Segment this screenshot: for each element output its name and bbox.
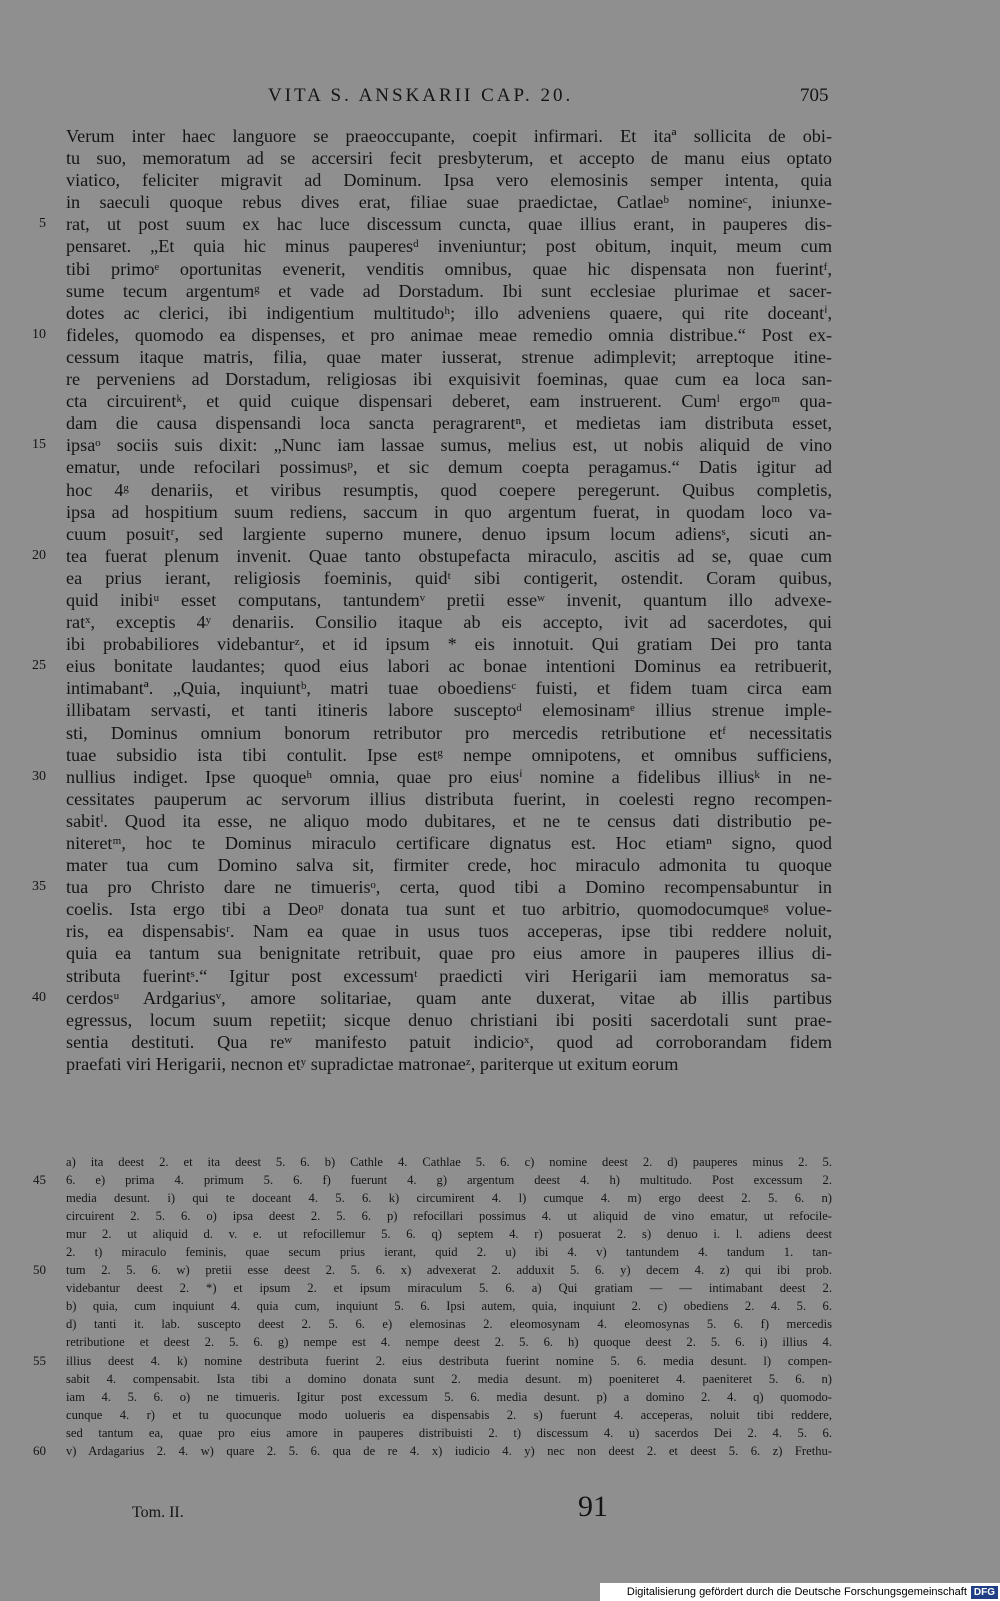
line-text: ipsa ad hospitium suum rediens, saccum in quo argentum fuerat, in quodam loco va- [66, 501, 832, 522]
line-text: in saeculi quoque rebus dives erat, filiae suae praedictae, Catlaeᵇ nomineᶜ, iniunxe- [66, 192, 832, 213]
line-number: 35 [32, 879, 46, 895]
line-text: Verum inter haec languore se praeoccupante, coepit infirmari. Et itaª sollicita de obi- [66, 126, 832, 146]
text-line [0, 169, 1000, 191]
line-text: re perveniens ad Dorstadum, religiosas ibi exquisivit foeminas, quae cum ea loca san- [66, 369, 832, 390]
digitization-credit [600, 1583, 1000, 1601]
line-number: 55 [33, 1352, 46, 1368]
text-line [0, 898, 1000, 920]
line-text: sti, Dominus omnium bonorum retributor pro mercedis retributione etᶠ necessitatis [66, 722, 832, 743]
text-line [0, 523, 1000, 545]
line-text: sume tecum argentumᵍ et vade ad Dorstadum. Ibi sunt ecclesiae plurimae et sacer- [66, 280, 832, 301]
text-line [0, 788, 1000, 810]
line-text: mater tua cum Domino salva sit, firmiter crede, hoc miraculo admonita tu quoque [66, 855, 832, 876]
text-line [0, 567, 1000, 589]
text-line [0, 125, 1000, 147]
footnote-line [0, 1370, 1000, 1388]
line-text: mur 2. ut aliquid d. v. e. ut refocillemur 5. 6. q) septem 4. r) posuerat 2. s) denuo i. l. adiens deest [66, 1227, 832, 1242]
text-line [0, 633, 1000, 655]
footnote-line [0, 1189, 1000, 1207]
line-text: ris, ea dispensabisʳ. Nam ea quae in usus tuos acceperas, ipse tibi reddere noluit, [66, 921, 832, 942]
line-text: sabitˡ. Quod ita esse, ne aliquo modo dubitares, et ne te census dati distributio pe- [66, 810, 832, 831]
line-number: 25 [32, 658, 46, 674]
main-text [0, 125, 1000, 1075]
text-line [0, 854, 1000, 876]
line-number: 45 [33, 1172, 46, 1188]
credit-text: Digitalisierung gefördert durch die Deutsche Forschungsgemeinschaft [626, 1586, 967, 1598]
line-text: cuum posuitʳ, sed largiente superno munere, denuo ipsum locum adiensˢ, sicuti an- [66, 523, 832, 544]
footnote-line [0, 1442, 1000, 1460]
running-head: VITA S. ANSKARII CAP. 20. [268, 85, 574, 106]
footnote-line [0, 1388, 1000, 1406]
text-line [0, 324, 1000, 346]
line-text: videbantur deest 2. *) et ipsum 2. et ipsum miraculum 5. 6. a) Qui gratiam — — intimabant deest 2. [66, 1281, 832, 1296]
line-text: v) Ardagarius 2. 4. w) quare 2. 5. 6. qua de re 4. x) iudicio 4. y) nec non deest 2. et deest 5. 6. z) Frethu- [66, 1443, 832, 1458]
line-text: cessum itaque matris, filia, quae mater iusserat, strenue adimplevit; arreptoque itine- [66, 346, 832, 367]
line-text: a) ita deest 2. et ita deest 5. 6. b) Cathle 4. Cathlae 5. 6. c) nomine deest 2. d) pauperes minus 2. 5. [66, 1155, 832, 1169]
text-line [0, 434, 1000, 456]
line-text: hoc 4ᵍ denariis, et viribus resumptis, quod coepere peregerunt. Quibus completis, [66, 479, 832, 500]
line-text: egressus, locum suum repetiit; sicque denuo christiani ibi positi sacerdotali sunt prae- [66, 1009, 832, 1030]
line-text: cerdosᵘ Ardgariusᵛ, amore solitariae, quam ante duxerat, vitae ab illis partibus [66, 987, 832, 1008]
text-line [0, 722, 1000, 744]
text-line [0, 942, 1000, 964]
text-line [0, 655, 1000, 677]
line-text: 6. e) prima 4. primum 5. 6. f) fuerunt 4. g) argentum deest 4. h) multitudo. Post excessum 2. [66, 1173, 832, 1188]
line-text: intimabantª. „Quia, inquiuntᵇ, matri tuae oboediensᶜ fuisti, et fidem tuam circa eam [66, 678, 832, 699]
line-text: cunque 4. r) et tu quocunque modo uolueris ea dispensabis 2. s) fuerunt 4. acceperas, noluit tibi reddere, [66, 1407, 832, 1422]
text-line [0, 832, 1000, 854]
line-text: tua pro Christo dare ne timuerisᵒ, certa, quod tibi a Domino recompensabuntur in [66, 877, 832, 898]
signature-mark: 91 [578, 1490, 608, 1523]
line-text: niteretᵐ, hoc te Dominus miraculo certificare dignatus est. Hoc etiamⁿ signo, quod [66, 833, 832, 853]
line-text: eius bonitate laudantes; quod eius labori ac bonae intentioni Dominus ea retribuerit, [66, 656, 832, 677]
line-text: circuirent 2. 5. 6. o) ipsa deest 2. 5. 6. p) refocillari possimus 4. ut aliquid de vino ematur, ut refocile- [66, 1209, 832, 1224]
line-text: sentia destituti. Qua reʷ manifesto patuit indicioˣ, quod ad corroborandam fidem [66, 1031, 832, 1052]
line-number: 30 [32, 768, 46, 784]
text-line [0, 235, 1000, 257]
footnote-line [0, 1315, 1000, 1333]
text-line [0, 589, 1000, 611]
line-text: coelis. Ista ergo tibi a Deoᵖ donata tua sunt et tuo arbitrio, quomodocumqueᵍ volue- [66, 899, 832, 920]
footnote-line [0, 1207, 1000, 1225]
line-text: tum 2. 5. 6. w) pretii esse deest 2. 5. 6. x) advexerat 2. adduxit 5. 6. y) decem 4. z) qui ibi prob. [66, 1263, 832, 1278]
text-line [0, 876, 1000, 898]
text-line [0, 147, 1000, 169]
page-number: 705 [800, 85, 829, 106]
line-text: b) quia, cum inquiunt 4. quia cum, inquiunt 5. 6. Ipsi autem, quia, inquiunt 2. c) obediens 2. 4. 5. 6. [66, 1299, 832, 1314]
line-text: media desunt. i) qui te doceant 4. 5. 6. k) circumirent 4. l) cumque 4. m) ergo deest 2. 5. 6. n) [66, 1191, 832, 1206]
line-text: quia ea tantum sua benignitate retribuit, quae pro eius amore in pauperes illius di- [66, 943, 832, 964]
line-text: ipsaᵒ sociis suis dixit: „Nunc iam lassae sumus, melius est, ut nobis aliquid de vino [66, 435, 832, 456]
line-text: 2. t) miraculo feminis, quae secum prius ierant, quid 2. u) ibi 4. v) tantundem 4. tandum 1. tan- [66, 1245, 832, 1260]
footnote-line [0, 1243, 1000, 1261]
line-text: ibi probabiliores videbanturᶻ, et id ipsum * eis innotuit. Qui gratiam Dei pro tanta [66, 634, 832, 655]
line-text: tu suo, memoratum ad se accersiri fecit presbyterum, et accepto de manu eius optato [66, 148, 832, 169]
footnote-line [0, 1225, 1000, 1243]
text-line [0, 611, 1000, 633]
text-line [0, 479, 1000, 501]
line-text: viatico, feliciter migravit ad Dominum. Ipsa vero elemosinis semper intenta, quia [66, 170, 832, 191]
footnote-line [0, 1153, 1000, 1171]
footnote-line [0, 1424, 1000, 1442]
line-text: ea prius ierant, religiosis foeminis, quidᵗ sibi contigerit, ostendit. Coram quibus, [66, 567, 832, 588]
text-line [0, 346, 1000, 368]
footnote-line [0, 1171, 1000, 1189]
line-text: sed tantum ea, quae pro eius amore in pauperes distribuisti 2. t) discessum 4. u) sacerdos Dei 2. 4. 5. 6. [66, 1425, 832, 1440]
line-number: 15 [32, 437, 46, 453]
page-footer [0, 1490, 1000, 1530]
volume-label: Tom. II. [132, 1504, 184, 1521]
text-line [0, 1053, 1000, 1075]
text-line [0, 390, 1000, 412]
line-text: nullius indiget. Ipse quoqueʰ omnia, quae pro eiusⁱ nomine a fidelibus illiusᵏ in ne- [66, 766, 832, 787]
footnote-line [0, 1279, 1000, 1297]
text-line [0, 744, 1000, 766]
line-text: pensaret. „Et quia hic minus pauperesᵈ inveniuntur; post obitum, inquit, meum cum [66, 236, 832, 257]
text-line [0, 302, 1000, 324]
line-text: d) tanti it. lab. suscepto deest 2. 5. 6. e) elemosinas 2. eleomosynam 4. eleomosynas 5. 6. f) mercedis [66, 1317, 832, 1332]
line-number: 5 [39, 216, 46, 232]
line-text: stributa fuerintˢ.“ Igitur post excessumᵗ praedicti viri Herigarii iam memoratus sa- [66, 965, 832, 986]
line-text: cta circuirentᵏ, et quid cuique dispensari deberet, eam instruerent. Cumˡ ergoᵐ qua- [66, 391, 832, 412]
text-line [0, 965, 1000, 987]
footnote-line [0, 1333, 1000, 1351]
text-line [0, 987, 1000, 1009]
text-line [0, 677, 1000, 699]
text-line [0, 280, 1000, 302]
text-line [0, 368, 1000, 390]
line-text: fideles, quomodo ea dispenses, et pro animae meae remedio omnia distribue.“ Post ex- [66, 324, 832, 345]
text-line [0, 456, 1000, 478]
line-text: quid inibiᵘ esset computans, tantundemᵛ pretii esseʷ invenit, quantum illo advexe- [66, 589, 832, 610]
line-text: tuae subsidio ista tibi contulit. Ipse estᵍ nempe omnipotens, et omnibus sufficiens, [66, 744, 832, 765]
line-text: dam die causa dispensandi loca sancta peragrarentⁿ, et medietas iam distributa esset, [66, 413, 832, 434]
line-number: 10 [32, 326, 46, 342]
line-text: sabit 4. compensabit. Ista tibi a domino donata sunt 2. media desunt. m) poeniteret 4. paeniteret 5. 6. n) [66, 1371, 832, 1386]
text-line [0, 412, 1000, 434]
footnote-line [0, 1297, 1000, 1315]
text-line [0, 920, 1000, 942]
line-text: dotes ac clerici, ibi indigentium multitudoʰ; illo adveniens quaere, qui rite doceantⁱ, [66, 302, 832, 323]
line-text: tibi primoᵉ oportunitas evenerit, venditis omnibus, quae hic dispensata non fuerintᶠ, [66, 258, 832, 279]
line-number: 40 [32, 989, 46, 1005]
text-line [0, 1009, 1000, 1031]
line-text: ematur, unde refocilari possimusᵖ, et sic demum coepta peragamus.“ Datis igitur ad [66, 457, 832, 478]
dfg-logo: DFG [971, 1586, 998, 1599]
line-text: illibatam servasti, et tanti itineris labore susceptoᵈ elemosinamᵉ illius strenue imple- [66, 700, 832, 721]
text-line [0, 1031, 1000, 1053]
text-line [0, 213, 1000, 235]
line-text: praefati viri Herigarii, necnon etʸ supradictae matronaeᶻ, pariterque ut exitum eorum [66, 1053, 679, 1074]
line-text: rat, ut post suum ex hac luce discessum cuncta, quae illius erant, in pauperes dis- [66, 214, 832, 235]
line-text: tea fuerat plenum invenit. Quae tanto obstupefacta miraculo, ascitis ad se, quae cum [66, 545, 832, 566]
text-line [0, 191, 1000, 213]
line-text: ratˣ, exceptis 4ʸ denariis. Consilio itaque ab eis accepto, ivit ad sacerdotes, qui [66, 612, 832, 633]
footnote-line [0, 1352, 1000, 1370]
text-line [0, 258, 1000, 280]
footnotes [0, 1153, 1000, 1460]
text-line [0, 766, 1000, 788]
footnote-line [0, 1261, 1000, 1279]
line-text: retributione et deest 2. 5. 6. g) nempe est 4. nempe deest 2. 5. 6. h) quoque deest 2. 5. 6. i) illius 4. [66, 1335, 832, 1350]
text-line [0, 545, 1000, 567]
line-number: 60 [33, 1442, 46, 1458]
line-text: illius deest 4. k) nomine destributa fuerint 2. eius destributa fuerint nomine 5. 6. media desunt. l) compen- [66, 1353, 832, 1368]
line-number: 20 [32, 547, 46, 563]
footnote-line [0, 1406, 1000, 1424]
text-line [0, 810, 1000, 832]
line-text: iam 4. 5. 6. o) ne timueris. Igitur post excessum 5. 6. media desunt. p) a domino 2. 4. q) quomodo- [66, 1389, 832, 1404]
text-line [0, 699, 1000, 721]
line-number: 50 [33, 1262, 46, 1278]
page-header [0, 85, 1000, 115]
line-text: cessitates pauperum ac servorum illius distributa fuerint, in coelesti regno recompen- [66, 788, 832, 809]
text-line [0, 501, 1000, 523]
